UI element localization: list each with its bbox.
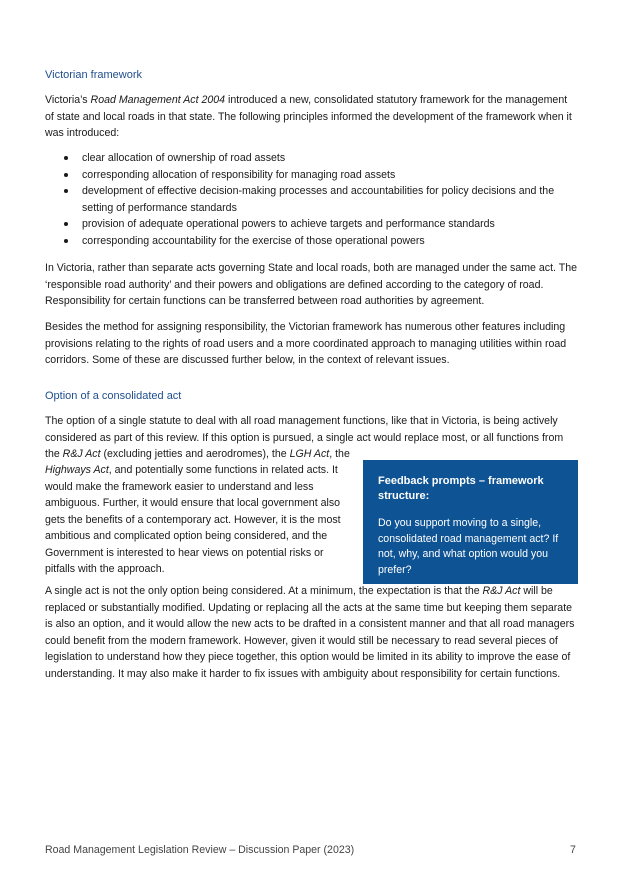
feedback-title: Feedback prompts – framework structure:	[378, 475, 544, 502]
section-heading-consolidated-act: Option of a consolidated act	[45, 390, 182, 402]
list-item: development of effective decision-making processes and accountabilities for policy decisions and the setting of performance standards	[45, 183, 578, 216]
consolidated-paragraph-1-lead: The option of a single statute to deal with all road management functions, like that in Victoria, is being actively considered as part of this review. If this option is pursued, a single act would replace most, or all functions from the R&J Act (excluding jetties and aerodromes), the LGH Act, the	[45, 415, 564, 460]
principles-list	[45, 150, 578, 249]
feedback-prompts-box	[363, 460, 578, 584]
feedback-body: Do you support moving to a single, consolidated road management act? If not, why, and what option would you prefer?	[378, 517, 559, 576]
list-item: provision of adequate operational powers to achieve targets and performance standards	[45, 216, 578, 233]
victorian-intro-paragraph: Victoria’s Road Management Act 2004 introduced a new, consolidated statutory framework for the management of state and local roads in that state. The following principles informed the development of the framework when it was introduced:	[45, 94, 572, 139]
section-heading-victorian-framework: Victorian framework	[45, 69, 142, 81]
list-item: corresponding accountability for the exercise of those operational powers	[45, 233, 578, 250]
consolidated-paragraph-2: A single act is not the only option being considered. At a minimum, the expectation is that the R&J Act will be replaced or substantially modified. Updating or replacing all the acts at the same time but keeping them separate is also an option, and it would allow the new acts to be drafted in a consistent manner and that all road managers could benefit from the modern framework. However, given it would still be necessary to read several pieces of legislation to understand how they piece together, this option would be limited in its ability to improve the ease of understanding. It may also make it harder to fix issues with ambiguity about responsibility for certain functions.	[45, 585, 575, 680]
list-item: clear allocation of ownership of road assets	[45, 150, 578, 167]
victorian-paragraph-3: Besides the method for assigning responsibility, the Victorian framework has numerous other features including provisions relating to the rights of road users and a more coordinated approach to managing utilities within road corridors. Some of these are discussed further below, in the context of relevant issues.	[45, 321, 567, 366]
page-number: 7	[570, 844, 576, 856]
victorian-paragraph-2: In Victoria, rather than separate acts governing State and local roads, both are managed under the same act. The ‘responsible road authority’ and their powers and obligations are defined according to the category of road. Responsibility for certain functions can be transferred between road authorities by agreement.	[45, 262, 577, 307]
consolidated-paragraph-1-body: Highways Act, and potentially some functions in related acts. It would make the framework easier to understand and less ambiguous. Further, it would ensure that local government also gets the benefits of a contemporary act. However, it is the most ambitious and complicated option being considered, and the Government is interested to hear views on potential risks or pitfalls with the approach.	[45, 464, 341, 575]
list-item: corresponding allocation of responsibility for managing road assets	[45, 167, 578, 184]
footer-title: Road Management Legislation Review – Discussion Paper (2023)	[45, 844, 355, 856]
act-name: Road Management Act 2004	[90, 94, 226, 106]
